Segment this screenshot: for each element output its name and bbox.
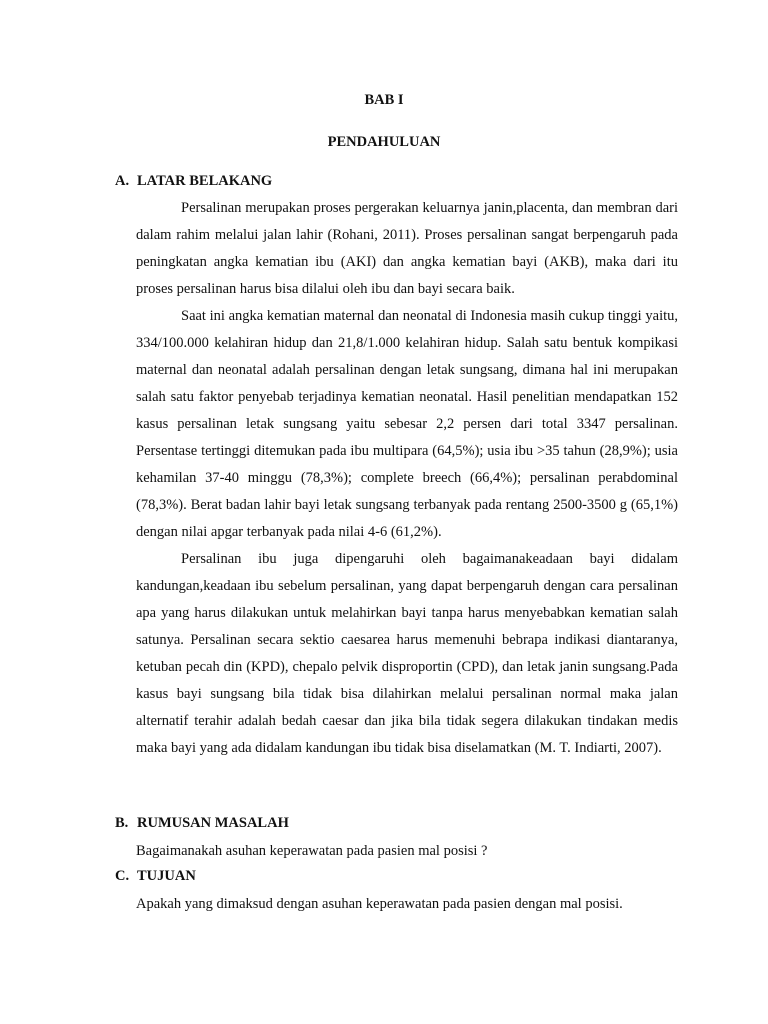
paragraph-2: Saat ini angka kematian maternal dan neonatal di Indonesia masih cukup tinggi yaitu, 334/100.000 kelahiran hidup dan 21,8/1.000 kelahiran hidup. Salah satu bentuk kompikasi maternal dan neonatal adalah persalinan dengan letak sungsang, dimana hal ini merupakan salah satu faktor penyebab terjadinya kematian neonatal. Hasil penelitian mendapatkan 152 kasus persalinan letak sungsang yaitu sebesar 2,2 persen dari total 3347 persalinan. Persentase tertinggi ditemukan pada ibu multipara (64,5%); usia ibu >35 tahun (28,9%); usia kehamilan 37-40 minggu (78,3%); complete breech (66,4%); persalinan perabdominal (78,3%). Berat badan lahir bayi letak sungsang terbanyak pada rentang 2500-3500 g (65,1%) dengan nilai apgar terbanyak pada nilai 4-6 (61,2%). bbox=[136, 308, 678, 540]
chapter-heading: BAB I bbox=[364, 92, 404, 108]
section-c-heading bbox=[115, 868, 196, 885]
section-a-letter: A. bbox=[115, 173, 130, 189]
section-c-title: TUJUAN bbox=[137, 868, 196, 884]
section-b-text: Bagaimanakah asuhan keperawatan pada pasien mal posisi ? bbox=[136, 843, 488, 859]
paragraph-3: Persalinan ibu juga dipengaruhi oleh bagaimanakeadaan bayi didalam kandungan,keadaan ibu sebelum persalinan, yang dapat berpengaruh dengan cara persalinan apa yang harus dilakukan untuk melahirkan bayi tanpa harus menyebabkan kematian salah satunya. Persalinan secara sektio caesarea harus memenuhi bebrapa indikasi diantaranya, ketuban pecah din (KPD), chepalo pelvik disproportin (CPD), dan letak janin sungsang.Pada kasus bayi sungsang bila tidak bisa dilahirkan melalui persalinan normal maka jalan alternatif terahir adalah bedah caesar dan jika bila tidak segera dilakukan tindakan medis maka bayi yang ada didalam kandungan ibu tidak bisa diselamatkan (M. T. Indiarti, 2007). bbox=[136, 551, 678, 756]
section-b-letter: B. bbox=[115, 815, 129, 831]
paragraph-1: Persalinan merupakan proses pergerakan keluarnya janin,placenta, dan membran dari dalam rahim melalui jalan lahir (Rohani, 2011). Proses persalinan sangat berpengaruh pada peningkatan angka kematian ibu (AKI) dan angka kematian bayi (AKB), maka dari itu proses persalinan harus bisa dilalui oleh ibu dan bayi secara baik. bbox=[136, 200, 678, 297]
section-a-title: LATAR BELAKANG bbox=[137, 173, 273, 189]
section-a-body bbox=[136, 195, 678, 762]
section-c-text: Apakah yang dimaksud dengan asuhan keperawatan pada pasien dengan mal posisi. bbox=[136, 896, 623, 912]
page-title: PENDAHULUAN bbox=[327, 134, 441, 150]
section-a-heading bbox=[115, 173, 272, 190]
section-c-letter: C. bbox=[115, 868, 130, 884]
section-b-title: RUMUSAN MASALAH bbox=[137, 815, 289, 831]
section-b-heading bbox=[115, 815, 289, 832]
